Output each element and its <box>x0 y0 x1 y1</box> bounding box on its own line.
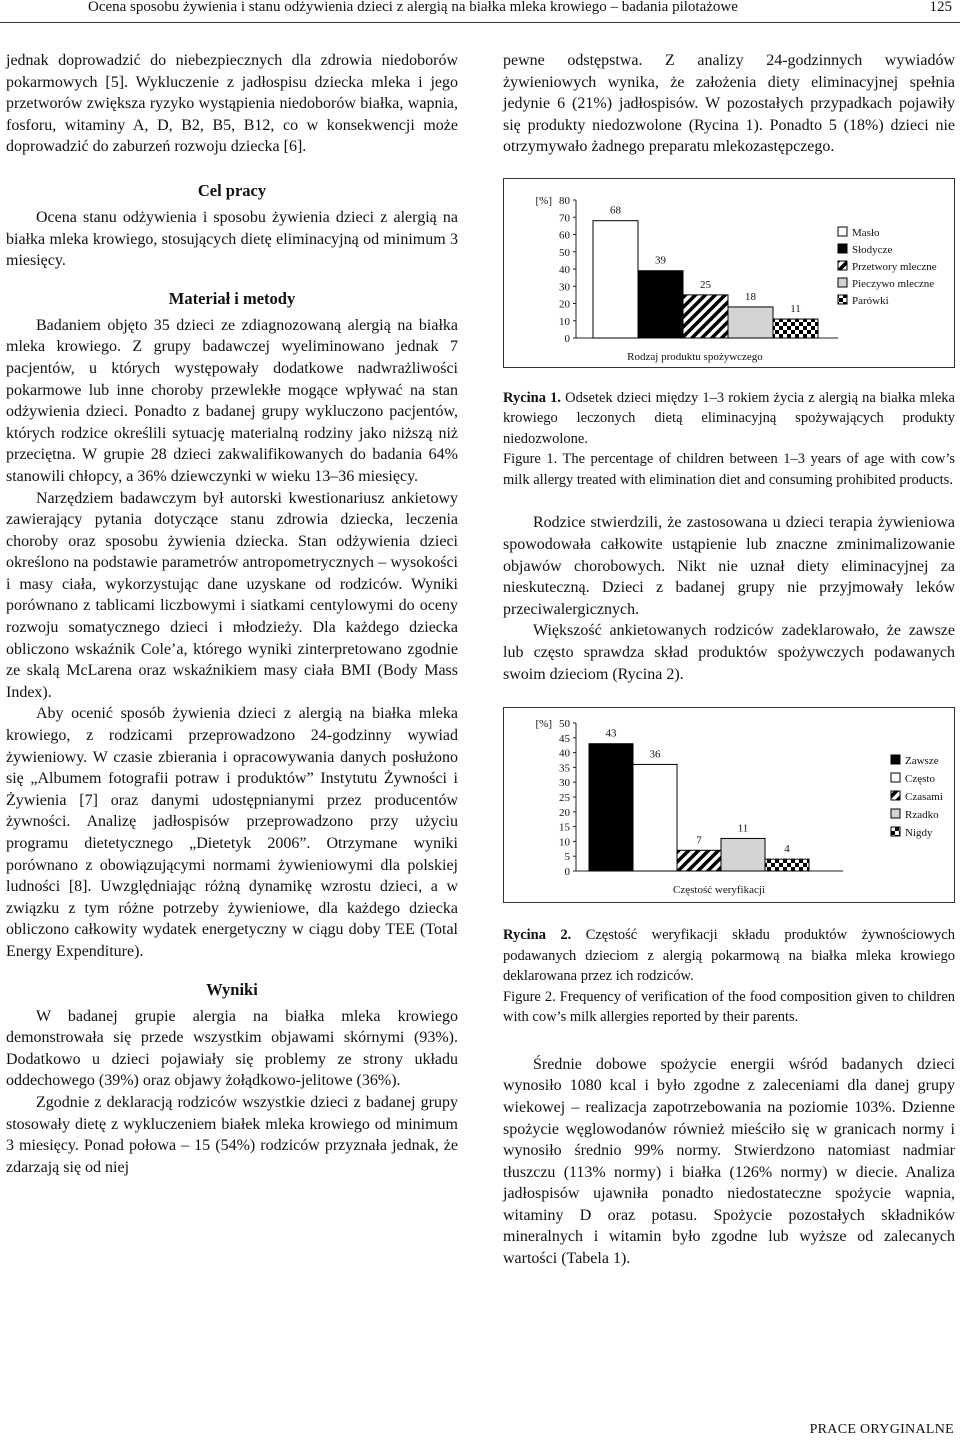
x-axis-label: Rodzaj produktu spożywczego <box>627 350 763 363</box>
y-tick-label: 50 <box>559 718 570 731</box>
bar-value-label: 39 <box>655 254 666 267</box>
y-axis-label: [%] <box>535 718 552 731</box>
y-tick-label: 30 <box>559 777 570 790</box>
x-axis-label: Częstość weryfikacji <box>673 884 765 897</box>
paragraph-r1: pewne odstępstwa. Z analizy 24-godzinnych wywiadów żywieniowych wynika, że założenia diety eliminacyjnej spełnia jedynie 6 (21%) jadłospisów. W pozostałych przypadkach pojawiły się produkty niedozwolone (Rycina 1). Ponadto 5 (18%) dzieci nie otrzymywało żadnego preparatu mlekozastępczego. <box>503 52 955 156</box>
bar-value-label: 36 <box>649 748 661 761</box>
legend-swatch <box>838 278 847 287</box>
page-header <box>0 0 960 23</box>
figure-2-label: Rycina 2. <box>503 927 572 944</box>
paragraph-r3: Większość ankietowanych rodziców zadeklarowało, że zawsze lub często sprawdza skład produktów spożywczych podawanych swoim dzieciom (Rycina 2). <box>503 622 955 683</box>
bar-value-label: 11 <box>737 822 749 835</box>
figure-1-label: Rycina 1. <box>503 389 562 406</box>
legend-swatch <box>838 244 847 253</box>
y-tick-label: 5 <box>564 851 570 864</box>
legend-label: Czasami <box>905 791 943 804</box>
heading-material-metody: Materiał i metody <box>168 288 296 308</box>
bar-value-label: 4 <box>784 843 790 856</box>
bar <box>593 221 638 338</box>
y-tick-label: 10 <box>559 315 570 328</box>
figure-1-caption-en: Figure 1. The percentage of children between 1–3 years of age with cow’s milk allergy treated with elimination diet and consuming prohibited products. <box>503 451 955 488</box>
bar <box>773 319 818 338</box>
figure-2-caption <box>503 925 955 987</box>
figure-2-chart <box>503 707 955 903</box>
bar <box>633 765 677 872</box>
paragraph-r2: Rodzice stwierdzili, że zastosowana u dzieci terapia żywieniowa spowodowała całkowite ustąpienie lub znaczne zminimalizowanie objawów chorobowych. Nikt nie uznał diety eliminacyjnej za nieskuteczną. Dzieci z badanej grupy nie przyjmowały leków przeciwalergicznych. <box>503 514 955 618</box>
right-column <box>503 50 955 1270</box>
y-tick-label: 80 <box>559 194 570 207</box>
legend-swatch <box>891 773 900 782</box>
legend-label: Rzadko <box>905 809 939 822</box>
legend-swatch <box>891 755 900 764</box>
legend-label: Parówki <box>852 294 889 307</box>
bar-value-label: 18 <box>745 290 756 303</box>
paragraph-wyniki-2: Zgodnie z deklaracją rodziców wszystkie dzieci z badanej grupy stosowały dietę z wykluczeniem białek mleka krowiego od minimum 3 miesięcy. Ponad połowa – 15 (54%) rodziców przyznała jednak, że zdarzają się od niej <box>6 1093 458 1176</box>
figure-1-chart <box>503 178 955 368</box>
paragraph-metody-1: Badaniem objęto 35 dzieci ze zdiagnozowaną alergią na białka mleka krowiego. Z grupy badawczej wyeliminowano jednak 7 pacjentów, u których występowały dodatkowe nadwrażliwości pokarmowe lub inne choroby przewlekłe mogące wpływać na stan odżywienia dzieci. Ponadto z badanej grupy wykluczono pacjentów, których rodzice określili sytuację materialną rodziny jako niższą niż przeciętna. W grupie 28 dzieci zakwalifikowanych do badania 64% stanowili chłopcy, a 36% dziewczynki w wieku 13–36 miesięcy. <box>6 316 458 485</box>
y-tick-label: 45 <box>559 733 570 746</box>
bar <box>589 744 633 871</box>
page-number: 125 <box>929 0 952 15</box>
chart-frame <box>504 178 955 367</box>
y-tick-label: 10 <box>559 836 570 849</box>
y-tick-label: 60 <box>559 229 570 242</box>
y-tick-label: 20 <box>559 298 570 311</box>
y-tick-label: 0 <box>564 332 570 345</box>
running-title: Ocena sposobu żywienia i stanu odżywienia dzieci z alergią na białka mleka krowiego – badania pilotażowe <box>88 0 738 15</box>
y-tick-label: 0 <box>564 866 570 879</box>
paragraph-wyniki-1: W badanej grupie alergia na białka mleka krowiego demonstrowała się przede wszystkim objawami skórnymi (93%). Dodatkowo u dzieci pojawiały się problemy ze strony układu oddechowego (39%) oraz objawy żołądkowo-jelitowe (36%). <box>6 1007 458 1090</box>
legend-label: Masło <box>852 226 880 239</box>
bar <box>683 295 728 338</box>
y-tick-label: 50 <box>559 246 570 259</box>
y-tick-label: 40 <box>559 263 570 276</box>
figure-1-caption <box>503 388 955 450</box>
paragraph-r4: Średnie dobowe spożycie energii wśród badanych dzieci wynosiło 1080 kcal i było zgodne z zaleceniami dla danej grupy wiekowej – realizacja zapotrzebowania na poziomie 103%. Dzienne spożycie węglowodanów również mieściło się w granicach normy i wynosiło średnio 99% normy. Stwierdzono natomiast nadmiar tłuszczu (113% normy) i białka (126% normy) w diecie. Analiza jadłospisów ujawniła ponadto niedostateczne spożycie wapnia, witaminy D oraz potasu. Spożycie pozostałych składników mineralnych i witamin było zgodne lub wyższe od zalecanych wartości (Tabela 1). <box>503 1055 955 1268</box>
footer-section-label: PRACE ORYGINALNE <box>809 1422 954 1437</box>
bar <box>765 859 809 871</box>
bar-value-label: 43 <box>605 727 617 740</box>
bar-value-label: 25 <box>700 278 711 291</box>
legend-label: Słodycze <box>852 243 893 256</box>
heading-cel-pracy: Cel pracy <box>197 180 267 200</box>
y-axis-label: [%] <box>535 194 552 207</box>
y-tick-label: 15 <box>559 821 570 834</box>
heading-wyniki: Wyniki <box>206 979 258 999</box>
chart-frame <box>504 708 955 903</box>
legend-swatch <box>838 261 847 270</box>
paragraph-intro: jednak doprowadzić do niebezpiecznych dla zdrowia niedoborów pokarmowych [5]. Wykluczenie z jadłospisu dziecka mleka i jego przetworów zwiększa ryzyko wystąpienia niedoborów białka, wapnia, fosforu, witaminy A, D, B2, B5, B12, co w konsekwencji może doprowadzić do zaburzeń rozwoju dziecka [6]. <box>6 52 458 156</box>
paragraph-metody-2: Narzędziem badawczym był autorski kwestionariusz ankietowy zawierający pytania dotyczące stanu zdrowia dziecka, leczenia choroby oraz sposobu żywienia dziecka. Stan odżywienia dzieci określono na podstawie parametrów antropometrycznych – wysokości i masy ciała, wykorzystując dane uzyskane od rodziców. Wyniki porównano z tablicami liczbowymi i siatkami centylowymi do oceny rozwoju somatycznego dzieci i młodzieży. Dla każdego dziecka obliczono wskaźnik Cole’a, którego wyniki zinterpretowano zgodnie ze skalą McLarena oraz wskaźnikiem masy ciała BMI (Body Mass Index). <box>6 489 458 701</box>
left-column <box>6 50 458 1178</box>
legend-swatch <box>838 227 847 236</box>
y-tick-label: 70 <box>559 212 570 225</box>
y-tick-label: 35 <box>559 762 570 775</box>
legend-label: Nigdy <box>905 827 933 840</box>
bar-value-label: 7 <box>696 834 702 847</box>
bar <box>677 850 721 871</box>
y-tick-label: 40 <box>559 747 570 760</box>
legend-label: Często <box>905 773 935 786</box>
figure-2-caption-pl: Częstość weryfikacji składu produktów żywnościowych podawanych dzieciom z alergią pokarmową na białka mleka krowiego deklarowana przez ich rodziców. <box>503 927 955 985</box>
bar <box>721 839 765 872</box>
y-tick-label: 20 <box>559 807 570 820</box>
bar <box>638 271 683 338</box>
legend-label: Pieczywo mleczne <box>852 277 935 290</box>
y-tick-label: 30 <box>559 281 570 294</box>
bar-value-label: 68 <box>610 204 621 217</box>
bar-value-label: 11 <box>790 302 801 315</box>
bar <box>728 307 773 338</box>
legend-swatch <box>891 809 900 818</box>
legend-label: Zawsze <box>905 755 939 768</box>
y-tick-label: 25 <box>559 792 570 805</box>
legend-swatch <box>891 827 900 836</box>
legend-swatch <box>891 791 900 800</box>
legend-label: Przetwory mleczne <box>852 260 937 273</box>
legend-swatch <box>838 295 847 304</box>
figure-1-caption-pl: Odsetek dzieci między 1–3 rokiem życia z alergią na białka mleka krowiego leczonych dietą eliminacyjną spożywających produkty niedozwolone. <box>503 389 955 447</box>
figure-2-caption-en: Figure 2. Frequency of verification of the food composition given to children with cow’s milk allergies reported by their parents. <box>503 988 955 1026</box>
paragraph-metody-3: Aby ocenić sposób żywienia dzieci z alergią na białka mleka krowiego, z rodzicami przeprowadzono 24-godzinny wywiad żywieniowy. W czasie zbierania i opracowywania danych posłużono się „Albumem fotografii potraw i produktów” Instytutu Żywności i Żywienia [7] oraz danymi udostępnianymi przez producentów żywności. Analizę jadłospisów przeprowadzono przy użyciu programu dietetycznego „Dietetyk 2006”. Otrzymane wyniki porównano z obowiązującymi normami żywieniowymi dla polskiej ludności [8]. Uwzględniając różną dynamikę wzrostu dzieci, a w związku z tym różne potrzeby żywieniowe, dla każdego dziecka obliczono całkowity wydatek energetyczny w ciągu doby TEE (Total Energy Expenditure). <box>6 705 458 960</box>
paragraph-cel: Ocena stanu odżywienia i sposobu żywienia dzieci z alergią na białka mleka krowiego, stosujących dietę eliminacyjną od minimum 3 miesięcy. <box>6 208 458 270</box>
